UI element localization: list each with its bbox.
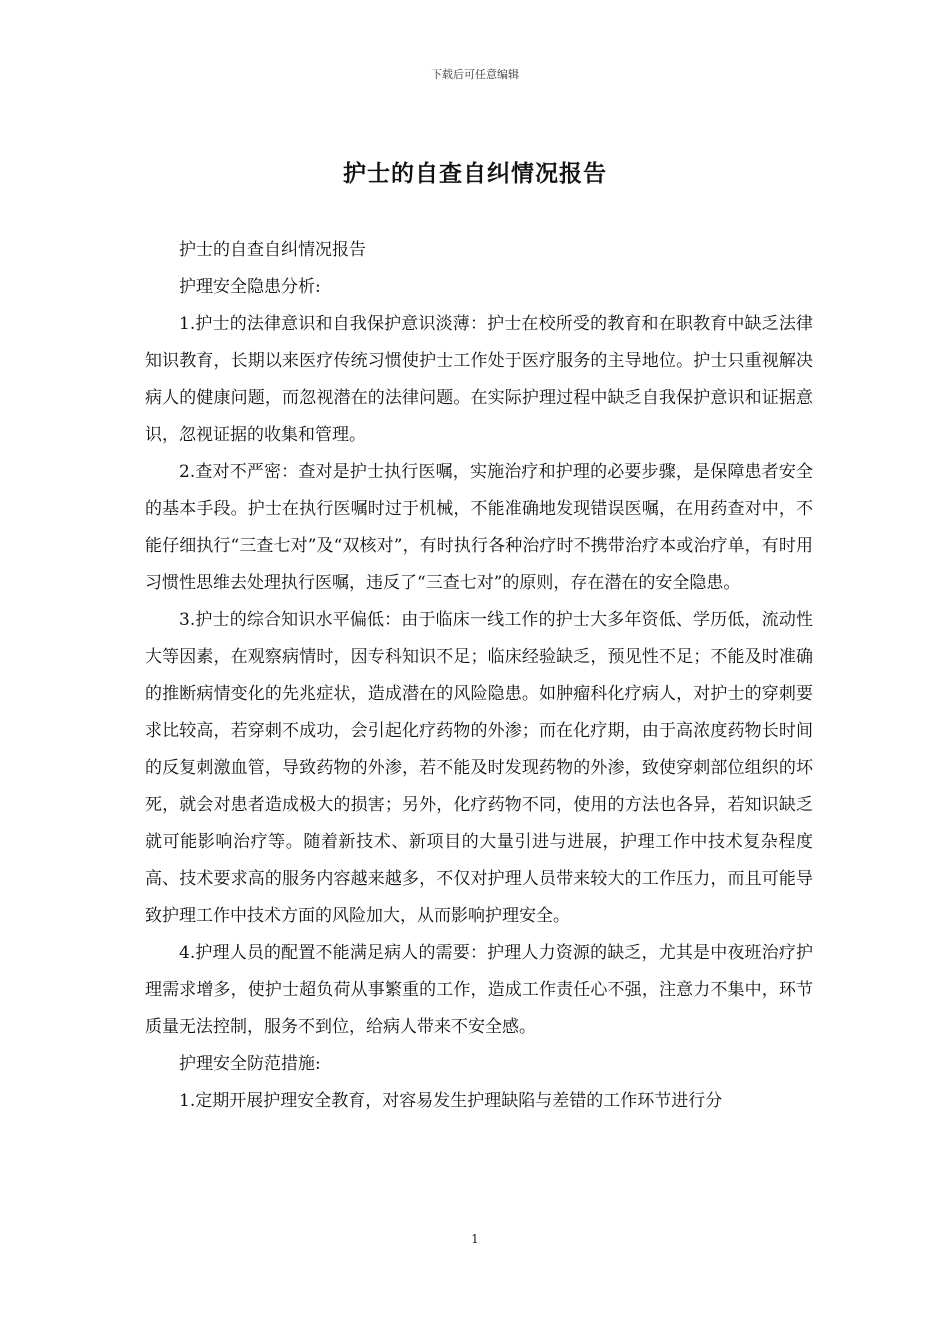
section-heading-prevention: 护理安全防范措施: [179,1054,321,1074]
paragraph-safety-education: 1.定期开展护理安全教育，对容易发生护理缺陷与差错的工作环节进行分 [179,1091,723,1111]
page-number: 1 [471,1232,479,1246]
paragraph-legal-awareness: 1.护士的法律意识和自我保护意识淡薄：护士在校所受的教育和在职教育中缺乏法律知识教育，长期以来医疗传统习惯使护士工作处于医疗服务的主导地位。护士只重视解决病人的健康问题，而忽视潜在的法律问题。在实际护理过程中缺乏自我保护意识和证据意识，忽视证据的收集和管理。 [145,314,813,445]
paragraph-checking: 2.查对不严密：查对是护士执行医嘱，实施治疗和护理的必要步骤，是保障患者安全的基本手段。护士在执行医嘱时过于机械，不能准确地发现错误医嘱，在用药查对中，不能仔细执行“三查七对”及“双核对”，有时执行各种治疗时不携带治疗本或治疗单，有时用习惯性思维去处理执行医嘱，违反了“三查七对”的原则，存在潜在的安全隐患。 [145,462,813,593]
document-title: 护士的自查自纠情况报告 [343,160,607,187]
document-body [145,232,813,1120]
paragraph-staffing: 4.护理人员的配置不能满足病人的需要：护理人力资源的缺乏，尤其是中夜班治疗护理需求增多，使护士超负荷从事繁重的工作，造成工作责任心不强，注意力不集中，环节质量无法控制，服务不到位，给病人带来不安全感。 [145,943,813,1037]
paragraph-subtitle: 护士的自查自纠情况报告 [179,240,366,260]
section-heading-risk-analysis: 护理安全隐患分析: [179,277,321,297]
header-note: 下载后可任意编辑 [431,68,519,81]
paragraph-knowledge-level: 3.护士的综合知识水平偏低：由于临床一线工作的护士大多年资低、学历低，流动性大等因素，在观察病情时，因专科知识不足；临床经验缺乏，预见性不足；不能及时准确的推断病情变化的先兆症状，造成潜在的风险隐患。如肿瘤科化疗病人，对护士的穿刺要求比较高，若穿刺不成功，会引起化疗药物的外渗；而在化疗期，由于高浓度药物长时间的反复刺激血管，导致药物的外渗，若不能及时发现药物的外渗，致使穿刺部位组织的坏死，就会对患者造成极大的损害；另外，化疗药物不同，使用的方法也各异，若知识缺乏就可能影响治疗等。随着新技术、新项目的大量引进与进展，护理工作中技术复杂程度高、技术要求高的服务内容越来越多，不仅对护理人员带来较大的工作压力，而且可能导致护理工作中技术方面的风险加大，从而影响护理安全。 [145,610,813,926]
